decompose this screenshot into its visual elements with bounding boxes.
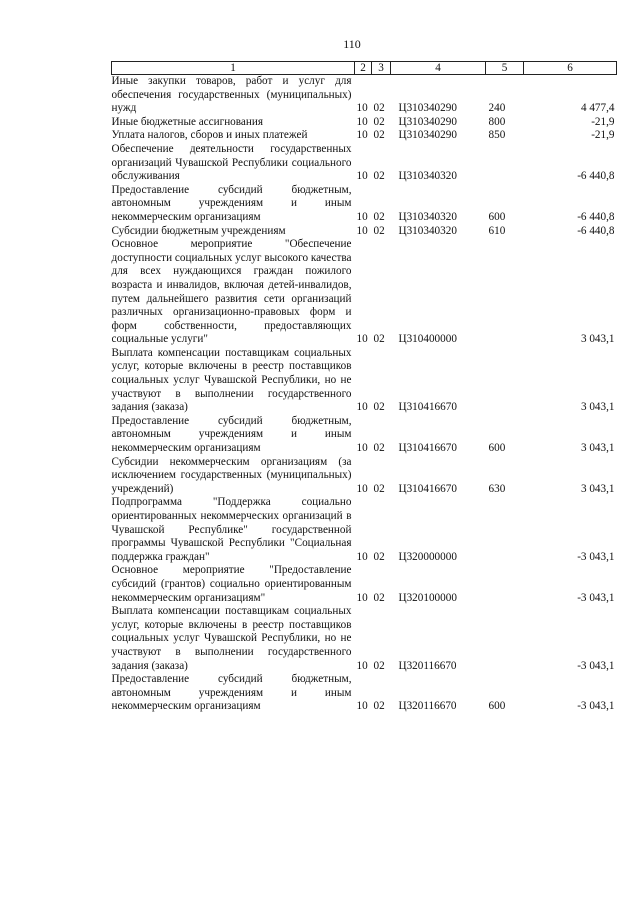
table-row (112, 129, 617, 143)
row-amount: 4 477,4 (580, 102, 615, 115)
row-amount: -21,9 (591, 129, 615, 142)
table-row (112, 673, 617, 714)
row-subsection: 02 (373, 700, 385, 713)
row-amount: 3 043,1 (580, 401, 615, 414)
row-target-code: Ц320000000 (398, 550, 457, 563)
table-row (112, 238, 617, 347)
row-subsection: 02 (373, 550, 385, 563)
row-description: Субсидии бюджетным учреждениям (111, 224, 286, 237)
row-section: 10 (356, 224, 368, 237)
row-expense-type (486, 605, 524, 673)
page-number: 110 (343, 37, 361, 51)
row-target-code: Ц310340290 (398, 102, 457, 115)
row-section: 10 (356, 115, 368, 128)
col-header-2: 2 (355, 62, 372, 75)
col-header-4: 4 (391, 62, 486, 75)
col-header-1: 1 (112, 62, 355, 75)
row-description: Выплата компенсации поставщикам социальных услуг, которые включены в реестр поставщиков социальных услуг Чувашской Республики, но не участвуют в выполнении государственного задания (заказа) (111, 346, 352, 414)
row-section: 10 (356, 401, 368, 414)
row-expense-type: 800 (488, 115, 506, 128)
row-expense-type (486, 564, 524, 605)
row-subsection: 02 (373, 210, 385, 223)
row-expense-type (486, 496, 524, 564)
table-row (112, 496, 617, 564)
row-subsection: 02 (373, 102, 385, 115)
row-section: 10 (356, 550, 368, 563)
row-target-code: Ц310340320 (398, 210, 457, 223)
row-subsection: 02 (373, 333, 385, 346)
row-description: Подпрограмма "Поддержка социально ориентированных некоммерческих организаций в Чувашской Республике" государственной программы Чувашской Республики "Социальная поддержка граждан" (111, 496, 352, 563)
row-subsection: 02 (373, 482, 385, 495)
row-target-code: Ц310416670 (398, 482, 457, 495)
row-expense-type: 610 (488, 224, 506, 237)
row-amount: -3 043,1 (577, 659, 615, 672)
row-amount: 3 043,1 (580, 482, 615, 495)
row-description: Уплата налогов, сборов и иных платежей (111, 129, 308, 142)
row-subsection: 02 (373, 442, 385, 455)
row-target-code: Ц310340290 (398, 129, 457, 142)
row-description: Субсидии некоммерческим организациям (за исключением государственных (муниципальных) учреждений) (111, 455, 352, 495)
row-section: 10 (356, 102, 368, 115)
row-description: Предоставление субсидий бюджетным, автономным учреждениям и иным некоммерческим организациям (111, 414, 352, 455)
col-header-3: 3 (372, 62, 391, 75)
table-row (112, 75, 617, 116)
row-section: 10 (356, 482, 368, 495)
table-header-row (112, 62, 617, 75)
row-amount: -21,9 (591, 115, 615, 128)
row-target-code: Ц310340320 (398, 170, 457, 183)
table-row (112, 116, 617, 130)
row-target-code: Ц310340320 (398, 224, 457, 237)
row-expense-type: 630 (488, 482, 506, 495)
row-description: Предоставление субсидий бюджетным, автономным учреждениям и иным некоммерческим организациям (111, 673, 352, 713)
row-description: Основное мероприятие "Обеспечение доступности социальных услуг высокого качества для всех нуждающихся граждан пожилого возраста и инвалидов, включая детей-инвалидов, путем дальнейшего развития сети организаций различных организационно-правовых форм и форм собственности, предоставляющих социальные услуги" (111, 238, 352, 346)
row-target-code: Ц320116670 (398, 700, 457, 713)
row-expense-type (486, 143, 524, 184)
row-description: Основное мероприятие "Предоставление субсидий (грантов) социально ориентированным некоммерческим организациям" (111, 564, 352, 604)
row-description: Предоставление субсидий бюджетным, автономным учреждениям и иным некоммерческим организациям (111, 183, 352, 223)
row-subsection: 02 (373, 170, 385, 183)
row-target-code: Ц310400000 (398, 333, 457, 346)
row-section: 10 (356, 442, 368, 455)
table-row (112, 184, 617, 225)
row-amount: -3 043,1 (577, 550, 615, 563)
row-amount: -6 440,8 (577, 210, 615, 223)
row-expense-type: 600 (488, 210, 506, 223)
row-amount: -3 043,1 (577, 700, 615, 713)
row-subsection: 02 (373, 591, 385, 604)
row-section: 10 (356, 591, 368, 604)
row-subsection: 02 (373, 224, 385, 237)
row-target-code: Ц310416670 (398, 401, 457, 414)
row-amount: 3 043,1 (580, 442, 615, 455)
row-description: Иные бюджетные ассигнования (111, 115, 263, 128)
col-header-6: 6 (524, 62, 617, 75)
row-target-code: Ц320116670 (398, 659, 457, 672)
row-subsection: 02 (373, 659, 385, 672)
row-amount: 3 043,1 (580, 333, 615, 346)
row-expense-type: 600 (488, 442, 506, 455)
row-expense-type (486, 347, 524, 415)
table-row (112, 415, 617, 456)
row-section: 10 (356, 129, 368, 142)
row-expense-type (486, 238, 524, 347)
row-amount: -6 440,8 (577, 224, 615, 237)
budget-table-container (111, 61, 616, 714)
table-row (112, 225, 617, 239)
table-row (112, 564, 617, 605)
row-amount: -6 440,8 (577, 170, 615, 183)
table-row (112, 143, 617, 184)
table-row (112, 347, 617, 415)
row-target-code: Ц310340290 (398, 115, 457, 128)
table-row (112, 605, 617, 673)
row-subsection: 02 (373, 129, 385, 142)
row-description: Обеспечение деятельности государственных организаций Чувашской Республики социального обслуживания (111, 142, 352, 183)
budget-table (111, 61, 617, 714)
row-target-code: Ц320100000 (398, 591, 457, 604)
row-target-code: Ц310416670 (398, 442, 457, 455)
col-header-5: 5 (486, 62, 524, 75)
row-section: 10 (356, 659, 368, 672)
row-expense-type: 600 (488, 700, 506, 713)
row-amount: -3 043,1 (577, 591, 615, 604)
table-row (112, 456, 617, 497)
row-section: 10 (356, 210, 368, 223)
row-expense-type: 850 (488, 129, 506, 142)
row-subsection: 02 (373, 401, 385, 414)
row-section: 10 (356, 170, 368, 183)
row-description: Выплата компенсации поставщикам социальных услуг, которые включены в реестр поставщиков социальных услуг Чувашской Республики, но не участвуют в выполнении государственного задания (заказа) (111, 605, 352, 672)
row-section: 10 (356, 333, 368, 346)
row-section: 10 (356, 700, 368, 713)
row-subsection: 02 (373, 115, 385, 128)
row-description: Иные закупки товаров, работ и услуг для обеспечения государственных (муниципальных) нужд (111, 75, 352, 115)
row-expense-type: 240 (488, 102, 506, 115)
